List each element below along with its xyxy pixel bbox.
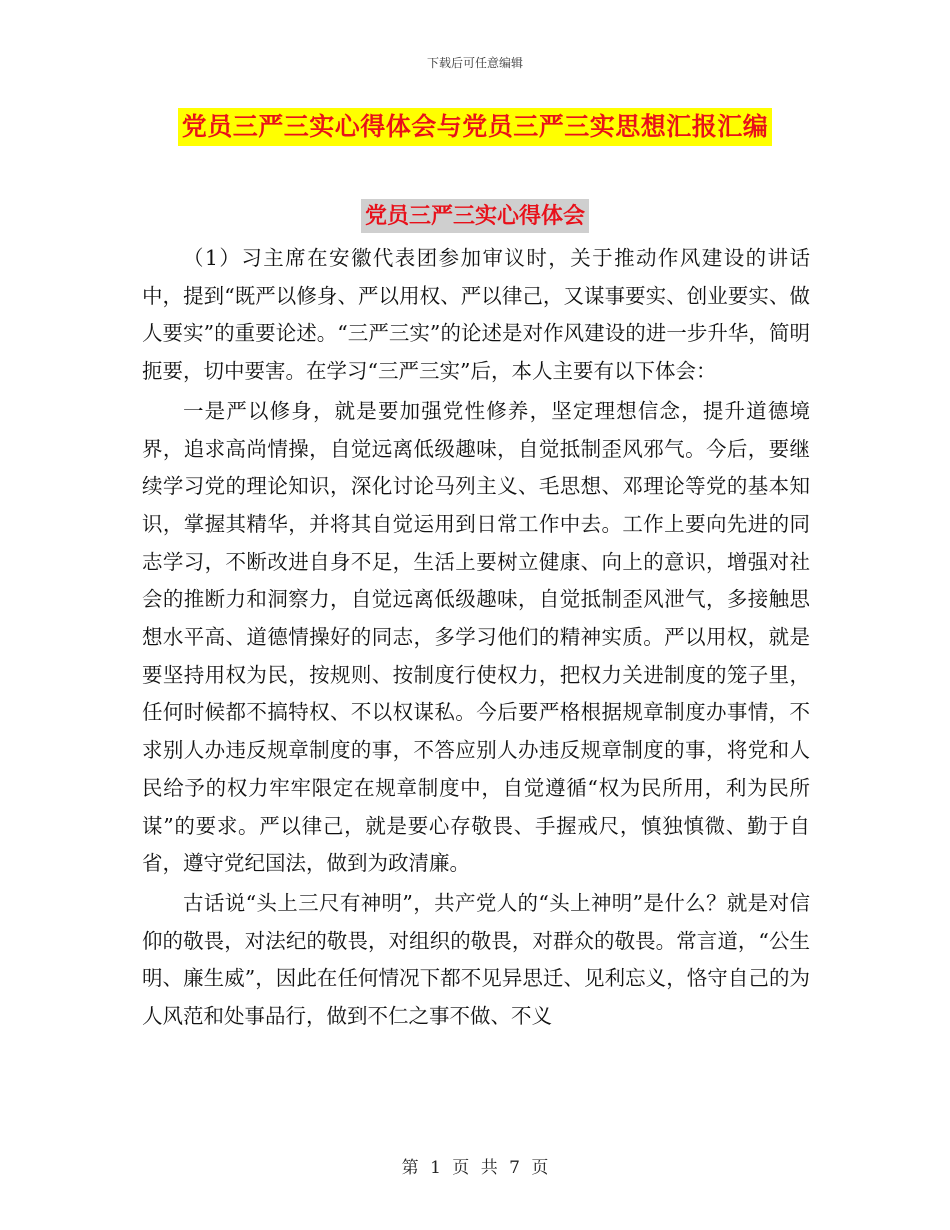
document-title: 党员三严三实心得体会与党员三严三实思想汇报汇编 (178, 108, 773, 146)
page-number: 第 1 页 共 7 页 (401, 1158, 549, 1178)
section-title-block (0, 199, 950, 233)
document-body (142, 240, 810, 1036)
paragraph-3: 古话说“头上三尺有神明”，共产党人的“头上神明”是什么？就是对信仰的敬畏，对法纪的敬畏，对组织的敬畏，对群众的敬畏。常言道，“公生明、廉生威”，因此在任何情况下都不见异思迁、见利忘义，恪守自己的为人风范和处事品行，做到不仁之事不做、不义 (142, 890, 810, 1029)
paragraph-1: （1）习主席在安徽代表团参加审议时，关于推动作风建设的讲话中，提到“既严以修身、严以用权、严以律己，又谋事要实、创业要实、做人要实”的重要论述。“三严三实”的论述是对作风建设的进一步升华，简明扼要，切中要害。在学习“三严三实”后，本人主要有以下体会： (142, 246, 810, 384)
section-title: 党员三严三实心得体会 (361, 199, 589, 233)
paragraph-2: 一是严以修身，就是要加强党性修养，坚定理想信念，提升道德境界，追求高尚情操，自觉远离低级趣味，自觉抵制歪风邪气。今后，要继续学习党的理论知识，深化讨论马列主义、毛思想、邓理论等党的基本知识，掌握其精华，并将其自觉运用到日常工作中去。工作上要向先进的同志学习，不断改进自身不足，生活上要树立健康、向上的意识，增强对社会的推断力和洞察力，自觉远离低级趣味，自觉抵制歪风泄气，多接触思想水平高、道德情操好的同志，多学习他们的精神实质。严以用权，就是要坚持用权为民，按规则、按制度行使权力，把权力关进制度的笼子里，任何时候都不搞特权、不以权谋私。今后要严格根据规章制度办事情，不求别人办违反规章制度的事，不答应别人办违反规章制度的事，将党和人民给予的权力牢牢限定在规章制度中，自觉遵循“权为民所用，利为民所谋”的要求。严以律己，就是要心存敬畏、手握戒尺，慎独慎微、勤于自省，遵守党纪国法，做到为政清廉。 (142, 398, 810, 876)
page-header-note: 下载后可任意编辑 (426, 56, 523, 70)
document-title-block (0, 108, 950, 146)
